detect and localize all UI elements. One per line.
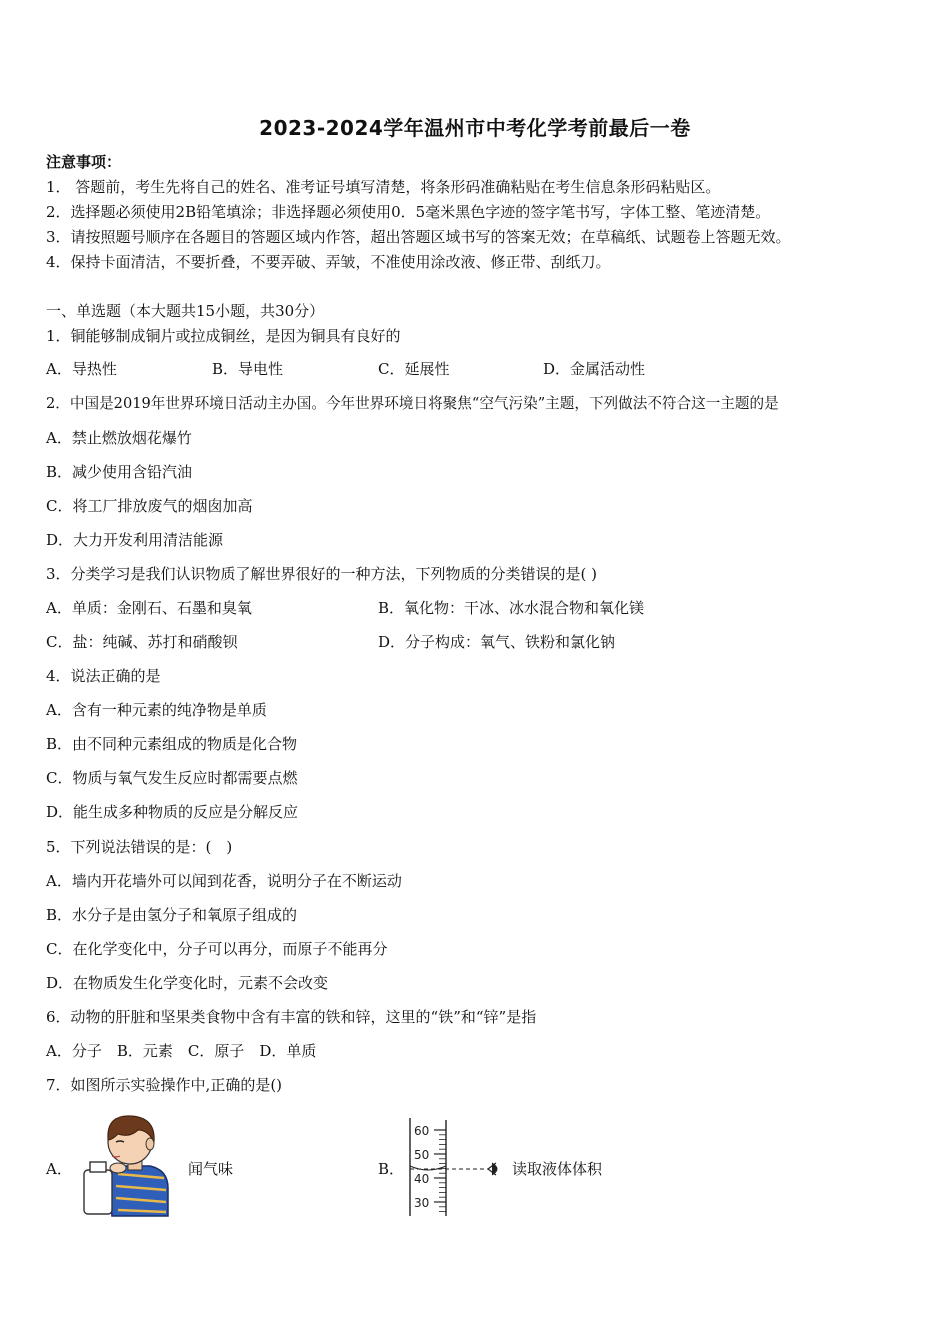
q5-option-b: B．水分子是由氢分子和氧原子组成的 bbox=[46, 906, 298, 924]
q3-option-d: D．分子构成：氧气、铁粉和氯化钠 bbox=[378, 633, 616, 651]
q7-option-b-text: 读取液体体积 bbox=[512, 1160, 603, 1178]
q2-option-c: C．将工厂排放废气的烟囱加高 bbox=[46, 497, 253, 515]
notice-heading: 注意事项： bbox=[46, 153, 122, 171]
q2-option-d: D．大力开发利用清洁能源 bbox=[46, 531, 224, 549]
q3-option-c: C．盐：纯碱、苏打和硝酸钡 bbox=[46, 633, 238, 651]
page-title: 2023-2024学年温州市中考化学考前最后一卷 bbox=[259, 116, 691, 140]
q5-option-d: D．在物质发生化学变化时，元素不会改变 bbox=[46, 974, 329, 992]
section-heading: 一、单选题（本大题共15小题，共30分） bbox=[46, 302, 325, 320]
question-1-stem: 1．铜能够制成铜片或拉成铜丝，是因为铜具有良好的 bbox=[46, 327, 401, 345]
q4-option-c: C．物质与氧气发生反应时都需要点燃 bbox=[46, 769, 298, 787]
q4-option-d: D．能生成多种物质的反应是分解反应 bbox=[46, 803, 299, 821]
q5-option-c: C．在化学变化中，分子可以再分，而原子不能再分 bbox=[46, 940, 388, 958]
q5-option-a: A．墙内开花墙外可以闻到花香，说明分子在不断运动 bbox=[46, 872, 402, 890]
q4-option-b: B．由不同种元素组成的物质是化合物 bbox=[46, 735, 298, 753]
q1-option-d: D．金属活动性 bbox=[543, 360, 646, 378]
q2-option-a: A．禁止燃放烟花爆竹 bbox=[46, 429, 192, 447]
q1-option-b: B．导电性 bbox=[212, 360, 284, 378]
q7-option-a-text: 闻气味 bbox=[188, 1160, 234, 1178]
question-2-stem: 2．中国是2019年世界环境日活动主办国。今年世界环境日将聚焦“空气污染”主题，下列做法不符合这一主题的是 bbox=[46, 395, 779, 412]
scale-label-60: 60 bbox=[414, 1124, 430, 1138]
scale-label-30: 30 bbox=[414, 1196, 430, 1210]
q7-option-a-letter: A． bbox=[46, 1160, 72, 1178]
notice-item: 4．保持卡面清洁，不要折叠，不要弄破、弄皱，不准使用涂改液、修正带、刮纸刀。 bbox=[46, 253, 611, 271]
graduated-cylinder-figure bbox=[404, 1116, 508, 1218]
question-5-stem: 5．下列说法错误的是：( ) bbox=[46, 838, 233, 856]
notice-item: 1． 答题前，考生先将自己的姓名、准考证号填写清楚，将条形码准确粘贴在考生信息条形码粘贴区。 bbox=[46, 178, 721, 196]
q2-option-b: B．减少使用含铅汽油 bbox=[46, 463, 193, 481]
q4-option-a: A．含有一种元素的纯净物是单质 bbox=[46, 701, 267, 719]
scale-label-50: 50 bbox=[414, 1148, 430, 1162]
q3-option-a: A．单质：金刚石、石墨和臭氧 bbox=[46, 599, 252, 617]
question-7-stem: 7．如图所示实验操作中,正确的是() bbox=[46, 1076, 283, 1094]
smelling-figure bbox=[78, 1108, 174, 1220]
question-4-stem: 4．说法正确的是 bbox=[46, 667, 161, 685]
notice-item: 3．请按照题号顺序在各题目的答题区域内作答，超出答题区域书写的答案无效；在草稿纸、试题卷上答题无效。 bbox=[46, 228, 791, 246]
q6-options: A．分子 B．元素 C．原子 D．单质 bbox=[46, 1042, 317, 1060]
q3-option-b: B．氧化物：干冰、冰水混合物和氧化镁 bbox=[378, 599, 645, 617]
scale-label-40: 40 bbox=[414, 1172, 430, 1186]
question-3-stem: 3．分类学习是我们认识物质了解世界很好的一种方法，下列物质的分类错误的是( ) bbox=[46, 565, 598, 583]
question-6-stem: 6．动物的肝脏和坚果类食物中含有丰富的铁和锌，这里的“铁”和“锌”是指 bbox=[46, 1008, 537, 1026]
notice-item: 2．选择题必须使用2B铅笔填涂；非选择题必须使用0．5毫米黑色字迹的签字笔书写，字体工整、笔迹清楚。 bbox=[46, 203, 771, 221]
q1-option-c: C．延展性 bbox=[378, 360, 450, 378]
q1-option-a: A．导热性 bbox=[46, 360, 117, 378]
q7-option-b-letter: B． bbox=[378, 1160, 405, 1178]
